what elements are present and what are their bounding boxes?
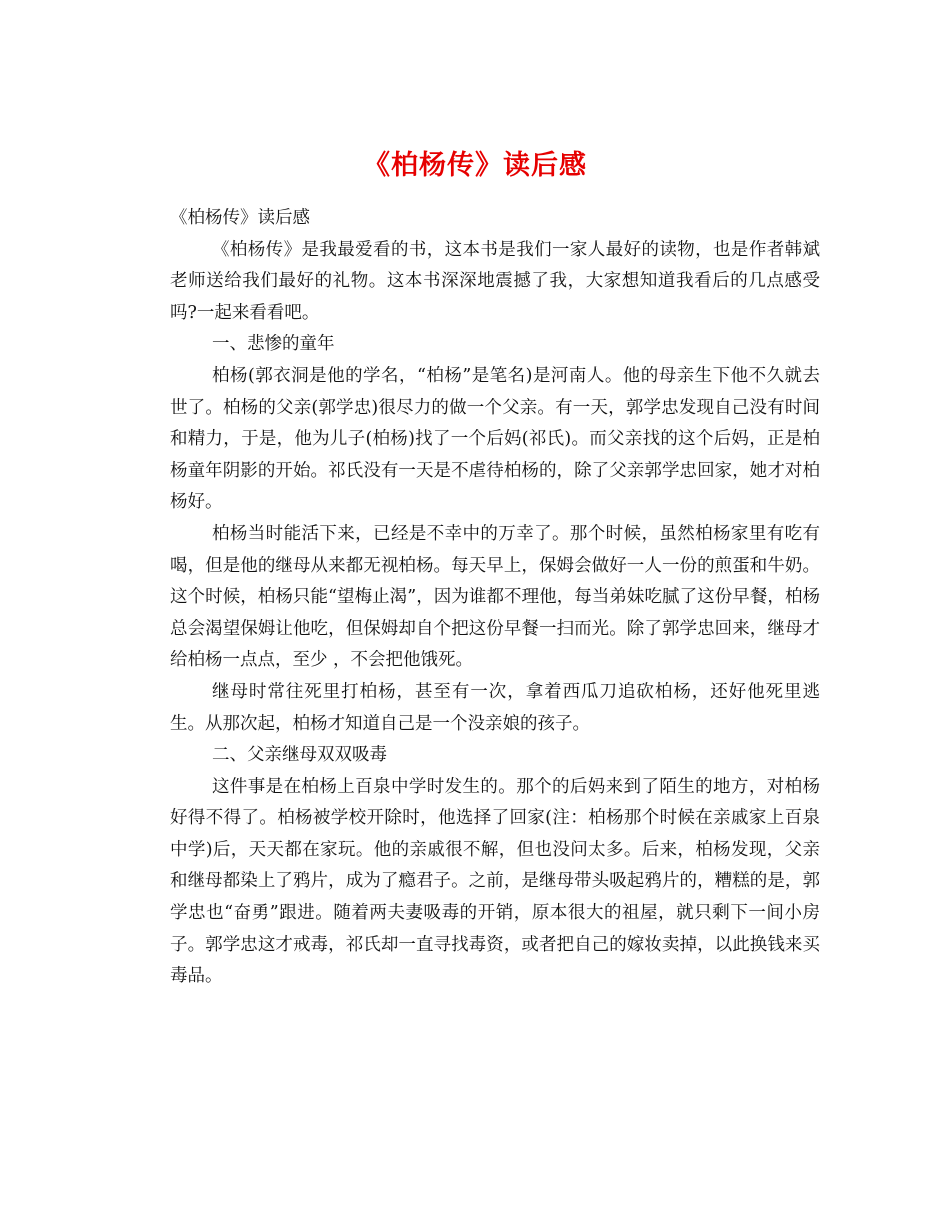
paragraph-childhood-1: 柏杨(郭衣洞是他的学名，“柏杨”是笔名)是河南人。他的母亲生下他不久就去世了。柏杨的父亲(郭学忠)很尽力的做一个父亲。有一天，郭学忠发现自己没有时间和精力，于是，他为儿子(柏杨)找了一个后妈(祁氏)。而父亲找的这个后妈，正是柏杨童年阴影的开始。祁氏没有一天是不虐待柏杨的，除了父亲郭学忠回家，她才对柏杨好。 <box>170 365 820 513</box>
paragraph-intro: 《柏杨传》是我最爱看的书，这本书是我们一家人最好的读物，也是作者韩斌老师送给我们最好的礼物。这本书深深地震撼了我，大家想知道我看后的几点感受吗?一起来看看吧。 <box>170 239 820 323</box>
document-title: 《柏杨传》读后感 <box>363 150 587 182</box>
paragraph-childhood-3: 继母时常往死里打柏杨，甚至有一次，拿着西瓜刀追砍柏杨，还好他死里逃生。从那次起，柏杨才知道自己是一个没亲娘的孩子。 <box>170 681 820 734</box>
section-heading-1: 一、悲惨的童年 <box>212 334 335 355</box>
paragraph-childhood-2: 柏杨当时能活下来，已经是不幸中的万幸了。那个时候，虽然柏杨家里有吃有喝，但是他的继母从来都无视柏杨。每天早上，保姆会做好一人一份的煎蛋和牛奶。这个时候，柏杨只能“望梅止渴”，因为谁都不理他，每当弟妹吃腻了这份早餐，柏杨总会渴望保姆让他吃，但保姆却自个把这份早餐一扫而光。除了郭学忠回来，继母才给柏杨一点点，至少 ，不会把他饿死。 <box>170 523 820 671</box>
paragraph-drugs-1: 这件事是在柏杨上百泉中学时发生的。那个的后妈来到了陌生的地方，对柏杨好得不得了。柏杨被学校开除时，他选择了回家(注：柏杨那个时候在亲戚家上百泉中学)后，天天都在家玩。他的亲戚很不解，但也没问太多。后来，柏杨发现，父亲和继母都染上了鸦片，成为了瘾君子。之前，是继母带头吸起鸦片的，糟糕的是，郭学忠也“奋勇”跟进。随着两夫妻吸毒的开销，原本很大的祖屋，就只剩下一间小房子。郭学忠这才戒毒，祁氏却一直寻找毒资，或者把自己的嫁妆卖掉，以此换钱来买毒品。 <box>170 776 820 987</box>
document-body <box>170 203 820 993</box>
section-heading-2: 二、父亲继母双双吸毒 <box>212 745 387 766</box>
document-subtitle: 《柏杨传》读后感 <box>170 208 310 228</box>
